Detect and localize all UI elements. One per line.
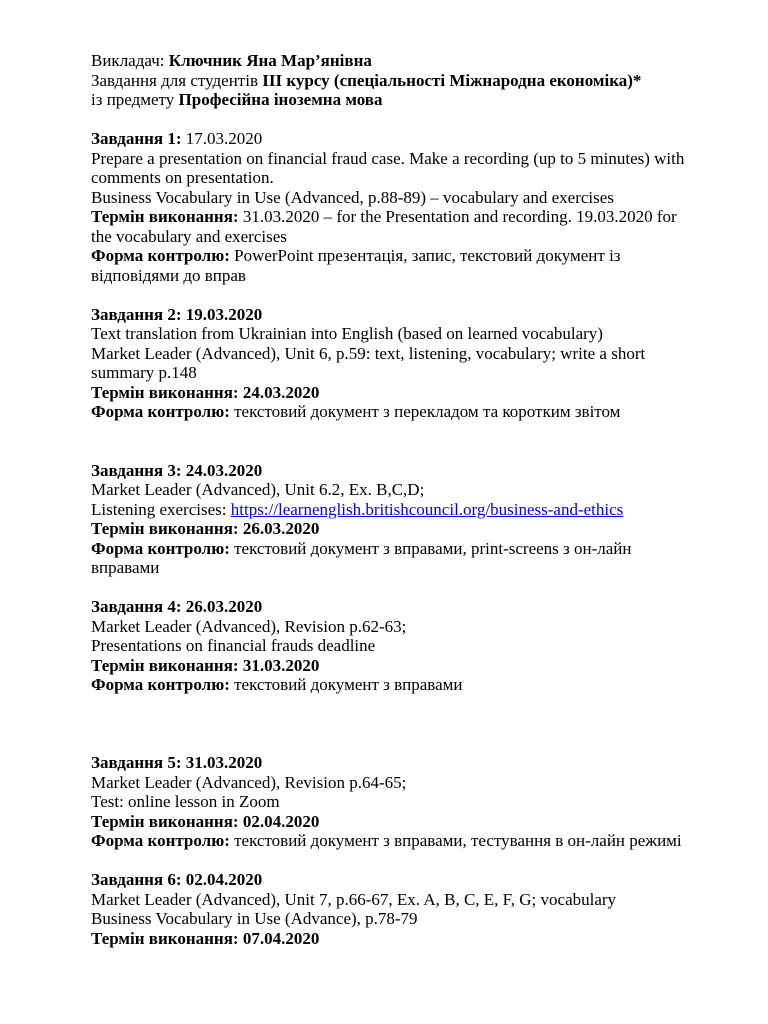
task-2-deadline: Термін виконання: 24.03.2020 xyxy=(91,382,320,402)
task-3-title: Завдання 3: 24.03.2020 xyxy=(91,460,263,480)
document-page xyxy=(91,51,701,948)
course-line xyxy=(91,71,701,91)
task-2-control: Форма контролю: текстовий документ з перекладом та коротким звітом xyxy=(91,402,621,421)
task-4-control: Форма контролю: текстовий документ з вправами xyxy=(91,675,463,694)
task-1-line-1: Prepare a presentation on financial fraud case. Make a recording (up to 5 minutes) with comments on presentation. xyxy=(91,148,685,187)
task-4-deadline: Термін виконання: 31.03.2020 xyxy=(91,655,320,675)
course-name: III курсу (спеціальності Міжнародна економіка)* xyxy=(262,70,642,90)
task-4-line-1: Market Leader (Advanced), Revision p.62-63; xyxy=(91,616,407,636)
listening-link[interactable]: https://learnenglish.britishcouncil.org/business-and-ethics xyxy=(230,499,624,519)
task-6 xyxy=(91,870,701,948)
task-2-title: Завдання 2: 19.03.2020 xyxy=(91,304,263,324)
subject-name: Професійна іноземна мова xyxy=(178,90,383,109)
task-4-title: Завдання 4: 26.03.2020 xyxy=(91,597,263,616)
teacher-name: Ключник Яна Мар’янівна xyxy=(168,51,372,70)
task-3-deadline: Термін виконання: 26.03.2020 xyxy=(91,519,320,538)
task-5 xyxy=(91,753,701,851)
task-2 xyxy=(91,305,701,422)
task-label: Завдання для студентів xyxy=(91,70,263,90)
task-5-control: Форма контролю: текстовий документ з вправами, тестування в он-лайн режимі xyxy=(91,831,682,850)
task-6-deadline: Термін виконання: 07.04.2020 xyxy=(91,928,320,948)
teacher-label: Викладач: xyxy=(91,51,169,70)
task-6-title: Завдання 6: 02.04.2020 xyxy=(91,870,263,889)
task-3 xyxy=(91,461,701,578)
teacher-line xyxy=(91,51,701,71)
task-3-listening: Listening exercises: https://learnenglish.britishcouncil.org/business-and-ethics xyxy=(91,499,624,519)
task-5-line-2: Test: online lesson in Zoom xyxy=(91,792,280,811)
task-5-line-1: Market Leader (Advanced), Revision p.64-65; xyxy=(91,772,407,792)
task-5-deadline: Термін виконання: 02.04.2020 xyxy=(91,811,320,831)
task-4 xyxy=(91,597,701,695)
task-3-control: Форма контролю: текстовий документ з вправами, print-screens з он-лайн вправами xyxy=(91,538,632,577)
task-1 xyxy=(91,129,701,285)
task-6-line-2: Business Vocabulary in Use (Advance), p.78-79 xyxy=(91,909,418,928)
task-6-line-1: Market Leader (Advanced), Unit 7, p.66-67, Ex. A, B, C, E, F, G; vocabulary xyxy=(91,889,617,909)
task-1-title: Завдання 1: 17.03.2020 xyxy=(91,129,263,148)
task-3-line-1: Market Leader (Advanced), Unit 6.2, Ex. B,C,D; xyxy=(91,480,425,499)
task-2-line-2: Market Leader (Advanced), Unit 6, p.59: text, listening, vocabulary; write a short summary p.148 xyxy=(91,343,646,382)
task-5-title: Завдання 5: 31.03.2020 xyxy=(91,753,263,772)
task-2-line-1: Text translation from Ukrainian into English (based on learned vocabulary) xyxy=(91,324,603,343)
subject-line xyxy=(91,90,701,110)
task-1-line-2: Business Vocabulary in Use (Advanced, p.88-89) – vocabulary and exercises xyxy=(91,187,614,207)
task-1-control: Форма контролю: PowerPoint презентація, запис, текстовий документ із відповідями до вправ xyxy=(91,246,621,285)
task-1-deadline: Термін виконання: 31.03.2020 – for the Presentation and recording. 19.03.2020 for the vocabulary and exercises xyxy=(91,207,677,246)
subject-label: із предмету xyxy=(91,90,179,109)
task-4-line-2: Presentations on financial frauds deadline xyxy=(91,636,376,655)
